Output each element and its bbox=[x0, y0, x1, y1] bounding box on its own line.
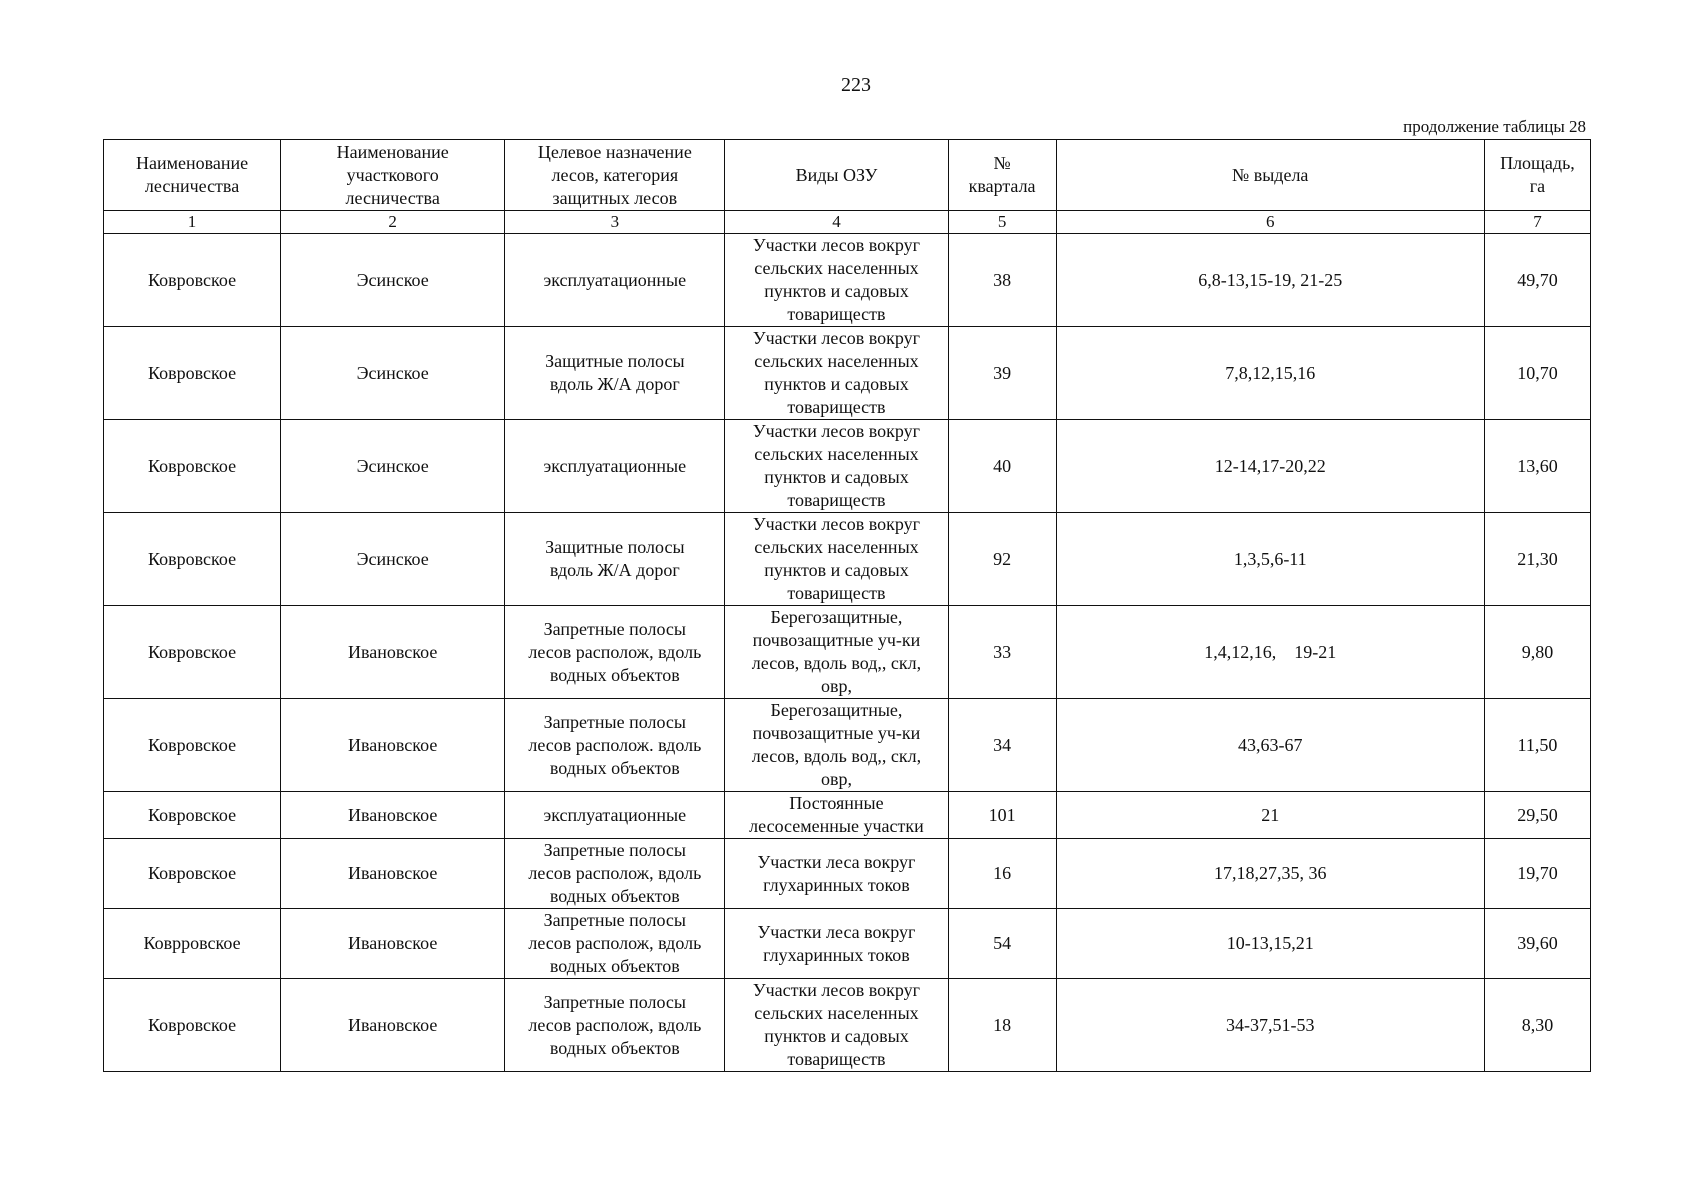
cell-ozu-type: Постоянные лесосеменные участки bbox=[725, 792, 948, 839]
cell-ozu-type: Участки лесов вокруг сельских населенных пунктов и садовых товариществ bbox=[725, 234, 948, 327]
cell-ozu-type: Участки лесов вокруг сельских населенных пунктов и садовых товариществ bbox=[725, 513, 948, 606]
forest-areas-table bbox=[103, 139, 1591, 1072]
cell-allotments: 17,18,27,35, 36 bbox=[1056, 839, 1484, 909]
cell-ozu-type: Участки леса вокруг глухаринных токов bbox=[725, 909, 948, 979]
cell-purpose: эксплуатационные bbox=[505, 420, 725, 513]
table-row bbox=[104, 792, 1591, 839]
cell-ozu-type: Берегозащитные, почвозащитные уч-ки лесов, вдоль вод,, скл, овр, bbox=[725, 606, 948, 699]
header-purpose: Целевое назначение лесов, категория защитных лесов bbox=[505, 140, 725, 211]
table-continuation-label: продолжение таблицы 28 bbox=[1403, 117, 1586, 136]
table-header-row bbox=[104, 140, 1591, 211]
cell-area: 11,50 bbox=[1484, 699, 1590, 792]
cell-forestry: Ковровское bbox=[104, 979, 281, 1072]
cell-allotments: 21 bbox=[1056, 792, 1484, 839]
cell-area: 9,80 bbox=[1484, 606, 1590, 699]
cell-area: 29,50 bbox=[1484, 792, 1590, 839]
cell-quarter: 39 bbox=[948, 327, 1056, 420]
table-row bbox=[104, 327, 1591, 420]
cell-area: 8,30 bbox=[1484, 979, 1590, 1072]
cell-area: 39,60 bbox=[1484, 909, 1590, 979]
cell-ozu-type: Берегозащитные, почвозащитные уч-ки лесов, вдоль вод,, скл, овр, bbox=[725, 699, 948, 792]
column-number: 6 bbox=[1056, 211, 1484, 234]
cell-district: Эсинское bbox=[281, 420, 505, 513]
cell-purpose: Запретные полосы лесов располож, вдоль водных объектов bbox=[505, 839, 725, 909]
table-row bbox=[104, 606, 1591, 699]
cell-forestry: Ковровское bbox=[104, 606, 281, 699]
cell-forestry: Ковровское bbox=[104, 420, 281, 513]
table-row bbox=[104, 513, 1591, 606]
cell-allotments: 10-13,15,21 bbox=[1056, 909, 1484, 979]
cell-district: Эсинское bbox=[281, 234, 505, 327]
cell-quarter: 34 bbox=[948, 699, 1056, 792]
cell-quarter: 54 bbox=[948, 909, 1056, 979]
column-number: 3 bbox=[505, 211, 725, 234]
cell-forestry: Ковровское bbox=[104, 839, 281, 909]
cell-purpose: Запретные полосы лесов располож, вдоль водных объектов bbox=[505, 979, 725, 1072]
cell-purpose: Запретные полосы лесов располож, вдоль водных объектов bbox=[505, 909, 725, 979]
cell-allotments: 1,4,12,16, 19-21 bbox=[1056, 606, 1484, 699]
cell-forestry: Ковровское bbox=[104, 792, 281, 839]
table-row bbox=[104, 234, 1591, 327]
cell-forestry: Ковровское bbox=[104, 234, 281, 327]
header-area: Площадь, га bbox=[1484, 140, 1590, 211]
column-number: 7 bbox=[1484, 211, 1590, 234]
cell-purpose: Запретные полосы лесов располож. вдоль водных объектов bbox=[505, 699, 725, 792]
cell-allotments: 1,3,5,6-11 bbox=[1056, 513, 1484, 606]
cell-district: Ивановское bbox=[281, 979, 505, 1072]
cell-district: Ивановское bbox=[281, 699, 505, 792]
cell-district: Ивановское bbox=[281, 606, 505, 699]
cell-allotments: 6,8-13,15-19, 21-25 bbox=[1056, 234, 1484, 327]
cell-forestry: Ковровское bbox=[104, 513, 281, 606]
cell-quarter: 38 bbox=[948, 234, 1056, 327]
table-row bbox=[104, 839, 1591, 909]
cell-quarter: 40 bbox=[948, 420, 1056, 513]
cell-district: Ивановское bbox=[281, 792, 505, 839]
cell-purpose: эксплуатационные bbox=[505, 792, 725, 839]
column-number: 5 bbox=[948, 211, 1056, 234]
cell-area: 10,70 bbox=[1484, 327, 1590, 420]
column-number: 4 bbox=[725, 211, 948, 234]
cell-area: 21,30 bbox=[1484, 513, 1590, 606]
column-number: 2 bbox=[281, 211, 505, 234]
cell-quarter: 33 bbox=[948, 606, 1056, 699]
column-number: 1 bbox=[104, 211, 281, 234]
cell-allotments: 7,8,12,15,16 bbox=[1056, 327, 1484, 420]
header-quarter: № квартала bbox=[948, 140, 1056, 211]
header-allotments: № выдела bbox=[1056, 140, 1484, 211]
cell-allotments: 34-37,51-53 bbox=[1056, 979, 1484, 1072]
table-row bbox=[104, 420, 1591, 513]
table-row bbox=[104, 699, 1591, 792]
cell-district: Эсинское bbox=[281, 327, 505, 420]
cell-quarter: 101 bbox=[948, 792, 1056, 839]
table-row bbox=[104, 979, 1591, 1072]
cell-purpose: Защитные полосы вдоль Ж/А дорог bbox=[505, 513, 725, 606]
cell-ozu-type: Участки лесов вокруг сельских населенных пунктов и садовых товариществ bbox=[725, 327, 948, 420]
cell-purpose: Защитные полосы вдоль Ж/А дорог bbox=[505, 327, 725, 420]
header-ozu-type: Виды ОЗУ bbox=[725, 140, 948, 211]
cell-ozu-type: Участки лесов вокруг сельских населенных пунктов и садовых товариществ bbox=[725, 420, 948, 513]
cell-quarter: 18 bbox=[948, 979, 1056, 1072]
page-number: 223 bbox=[841, 74, 871, 96]
cell-purpose: Запретные полосы лесов располож, вдоль водных объектов bbox=[505, 606, 725, 699]
cell-forestry: Ковровское bbox=[104, 327, 281, 420]
cell-purpose: эксплуатационные bbox=[505, 234, 725, 327]
cell-forestry: Ковровское bbox=[104, 699, 281, 792]
cell-district: Эсинское bbox=[281, 513, 505, 606]
cell-area: 49,70 bbox=[1484, 234, 1590, 327]
cell-allotments: 43,63-67 bbox=[1056, 699, 1484, 792]
column-number-row bbox=[104, 211, 1591, 234]
cell-district: Ивановское bbox=[281, 909, 505, 979]
cell-quarter: 92 bbox=[948, 513, 1056, 606]
cell-ozu-type: Участки лесов вокруг сельских населенных пунктов и садовых товариществ bbox=[725, 979, 948, 1072]
cell-district: Ивановское bbox=[281, 839, 505, 909]
cell-forestry: Коврровское bbox=[104, 909, 281, 979]
cell-allotments: 12-14,17-20,22 bbox=[1056, 420, 1484, 513]
header-forestry: Наименование лесничества bbox=[104, 140, 281, 211]
cell-ozu-type: Участки леса вокруг глухаринных токов bbox=[725, 839, 948, 909]
cell-area: 19,70 bbox=[1484, 839, 1590, 909]
header-district-forestry: Наименование участкового лесничества bbox=[281, 140, 505, 211]
cell-area: 13,60 bbox=[1484, 420, 1590, 513]
cell-quarter: 16 bbox=[948, 839, 1056, 909]
table-row bbox=[104, 909, 1591, 979]
